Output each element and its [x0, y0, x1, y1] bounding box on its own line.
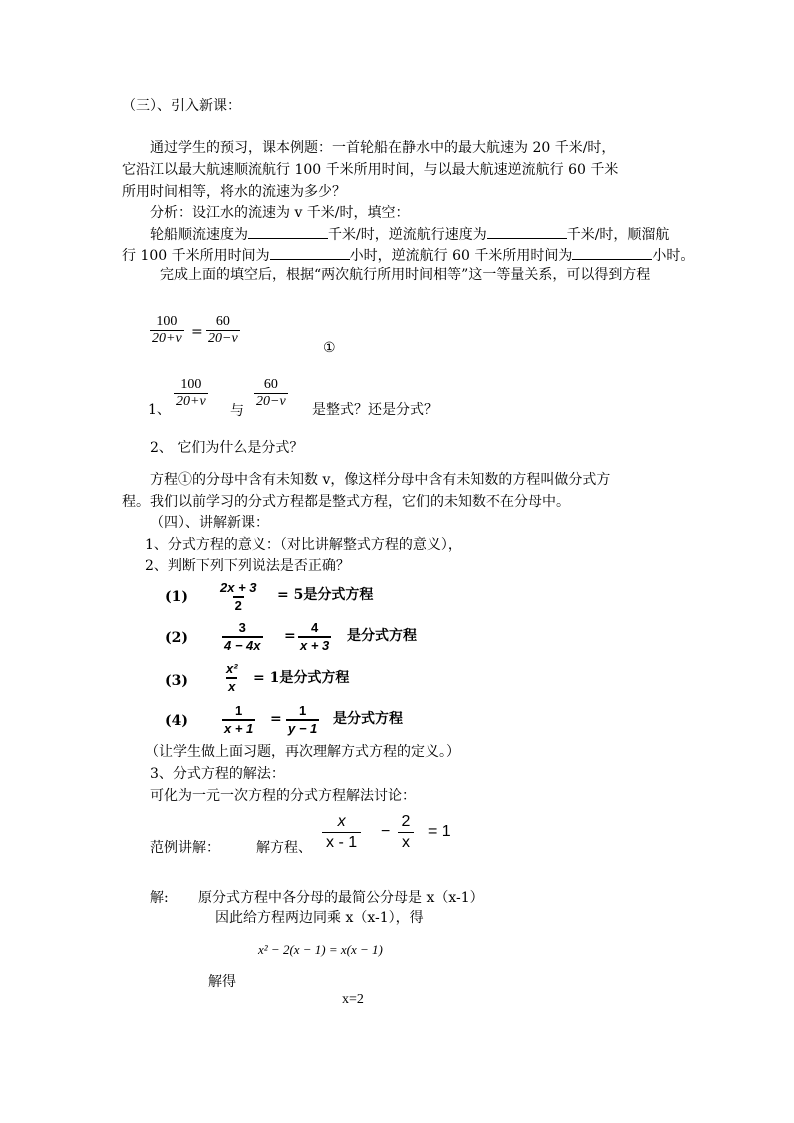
q1-frac2-denominator: 20−v [256, 394, 286, 409]
q1-frac2-numerator: 60 [263, 377, 278, 392]
fill-text-b: 千米/时，逆流航行速度为 [328, 227, 487, 243]
item-4-label: (4) [165, 713, 188, 729]
section3-heading: （三）、引入新课： [122, 98, 241, 114]
eq1-left-numerator: 100 [156, 314, 178, 329]
note-line: （让学生做上面习题，再次理解方式方程的定义。） [145, 744, 460, 760]
eq1-left-fraction [150, 314, 184, 347]
example-denominator-2: x [398, 832, 414, 853]
item-2-denominator-2: x + 3 [300, 638, 330, 653]
item-3-rest: = 1是分式方程 [253, 670, 350, 686]
intro-line-2: 它沿江以最大航速顺流航行 100 千米所用时间，与以最大航速逆流航行 60 千米 [122, 162, 619, 178]
item-2-fraction-left [222, 620, 263, 654]
eq1-right-denominator: 20−v [208, 331, 238, 346]
fill-text-e: 小时，逆流航行 60 千米所用时间为 [349, 248, 573, 264]
example-fraction-1 [322, 812, 361, 853]
eq1-marker: ① [323, 340, 336, 356]
example-task: 解方程、 [256, 840, 312, 856]
item-4-rest: 是分式方程 [333, 711, 403, 727]
solution-jiede: 解得 [208, 974, 236, 990]
fill-line-2 [122, 245, 694, 266]
intro-line-3: 所用时间相等，将水的流速为多少？ [122, 184, 346, 200]
item-3-label: (3) [165, 673, 188, 689]
solution-answer: x=2 [342, 992, 364, 1007]
q2: 2、 它们为什么是分式？ [150, 440, 304, 456]
item-2-rest: 是分式方程 [347, 628, 417, 644]
analysis-line: 分析：设江水的流速为 v 千米/时，填空： [150, 205, 410, 221]
item-3-fraction [224, 661, 240, 695]
eq1-right-fraction [206, 314, 240, 347]
item-1-denominator: 2 [234, 598, 242, 613]
item-2-denominator: 4 − 4x [224, 638, 261, 653]
item-4-fraction-left [222, 703, 255, 737]
complete-line: 完成上面的填空后，根据“两次航行所用时间相等”这一等量关系，可以得到方程 [160, 267, 651, 283]
definition-line-2: 程。我们以前学习的分式方程都是整式方程，它们的未知数不在分母中。 [122, 494, 570, 510]
item-1-fraction [218, 580, 259, 614]
item-2-equals: = [284, 628, 296, 644]
solution-label: 解: [150, 890, 169, 906]
item-2-numerator: 3 [238, 620, 246, 635]
answer-blank-3[interactable] [270, 245, 350, 260]
example-fraction-2 [398, 812, 414, 853]
q1-conjunction: 与 [230, 403, 244, 419]
item-4-equals: = [270, 711, 282, 727]
example-denominator-1: x - 1 [322, 832, 361, 853]
example-label: 范例讲解： [150, 840, 220, 856]
q1-fraction-1 [174, 377, 208, 410]
fill-text-c: 千米/时，顺溜航 [566, 227, 670, 243]
fill-text-f: 小时。 [652, 248, 695, 264]
item-3-denominator: x [228, 679, 236, 694]
fill-line-1 [150, 224, 669, 245]
item-1-rest: = 5是分式方程 [277, 587, 374, 603]
q1-fraction-2 [254, 377, 288, 410]
item-4-numerator-2: 1 [299, 703, 307, 718]
eq1-equals: = [191, 324, 203, 340]
q1-number: 1、 [148, 402, 171, 418]
method-line: 可化为一元一次方程的分式方程解法讨论： [150, 788, 416, 804]
item-1-numerator: 2x + 3 [220, 580, 257, 595]
solution-equation: x² − 2(x − 1) = x(x − 1) [258, 942, 383, 957]
example-minus: − [381, 823, 391, 840]
solution-line-2: 因此给方程两边同乘 x（x-1），得 [215, 910, 424, 926]
eq1-right-numerator: 60 [215, 314, 230, 329]
answer-blank-1[interactable] [248, 224, 328, 239]
answer-blank-4[interactable] [572, 245, 652, 260]
solution-line-1: 原分式方程中各分母的最简公分母是 x（x-1） [198, 890, 484, 906]
item-3-numerator: x² [226, 661, 238, 676]
example-numerator-1: x [337, 813, 346, 830]
q1-frac1-numerator: 100 [180, 377, 202, 392]
item-4-fraction-right [286, 703, 319, 737]
item-4-numerator: 1 [235, 703, 243, 718]
item-2-numerator-2: 4 [311, 620, 319, 635]
definition-line-1: 方程①的分母中含有未知数 v，像这样分母中含有未知数的方程叫做分式方 [150, 472, 611, 488]
eq1-left-denominator: 20+v [152, 331, 182, 346]
fill-text-a: 轮船顺流速度为 [150, 227, 248, 243]
item-1-label: (1) [165, 589, 188, 605]
item-4-denominator: x + 1 [224, 721, 254, 736]
item-2-fraction-right [298, 620, 331, 654]
point-2: 2、判断下列下列说法是否正确？ [145, 558, 350, 574]
point-1: 1、分式方程的意义：（对比讲解整式方程的意义）， [145, 537, 462, 553]
item-4-denominator-2: y − 1 [288, 721, 318, 736]
q1-frac1-denominator: 20+v [176, 394, 206, 409]
answer-blank-2[interactable] [487, 224, 567, 239]
item-2-label: (2) [165, 630, 188, 646]
point-3: 3、分式方程的解法： [150, 766, 285, 782]
example-numerator-2: 2 [401, 813, 411, 830]
example-rhs: = 1 [428, 823, 451, 840]
section4-heading: （四）、讲解新课： [150, 515, 269, 531]
q1-tail: 是整式？还是分式？ [312, 402, 438, 418]
fill-text-d: 行 100 千米所用时间为 [122, 248, 270, 264]
intro-line-1: 通过学生的预习，课本例题：一首轮船在静水中的最大航速为 20 千米/时， [150, 140, 616, 156]
